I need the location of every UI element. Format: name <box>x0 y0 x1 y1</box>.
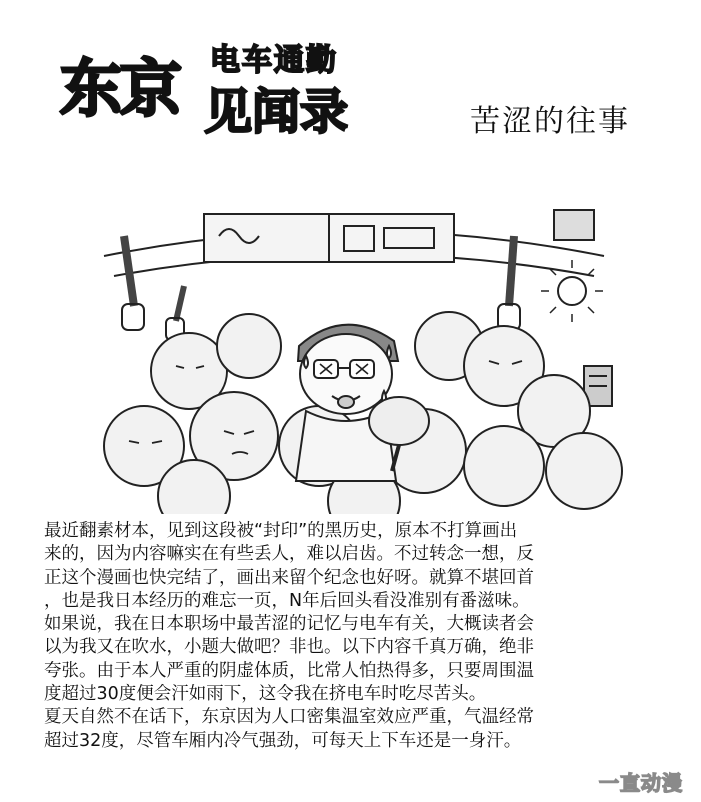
logo-commute-text: 电车通勤 <box>210 43 338 78</box>
story-line: 度超过30度便会汗如雨下，这令我在挤电车时吃尽苦头。 <box>44 684 487 705</box>
story-line: 超过32度，尽管车厢内冷气强劲，可每天上下车还是一身汗。 <box>44 730 522 751</box>
comic-logo <box>60 40 370 160</box>
story-line: 夏天自然不在话下，东京因为人口密集温室效应严重，气温经常 <box>44 707 534 728</box>
site-watermark: 一直动漫 <box>599 771 683 795</box>
logo-tokyo-text: 东京 <box>60 52 181 125</box>
story-text <box>44 520 684 753</box>
crowded-train-illustration <box>84 196 624 514</box>
story-line: 正这个漫画也快完结了，画出来留个纪念也好呀。就算不堪回首 <box>44 567 534 588</box>
story-line: 来的，因为内容嘛实在有些丢人，难以启齿。不过转念一想，反 <box>44 544 534 565</box>
story-line: 夸张。由于本人严重的阴虚体质，比常人怕热得多，只要周围温 <box>44 660 534 681</box>
story-line: 最近翻素材本，见到这段被“封印”的黑历史，原本不打算画出 <box>44 521 518 541</box>
logo-record-text: 见闻录 <box>204 84 349 140</box>
episode-title: 苦涩的往事 <box>470 104 630 139</box>
story-line: 以为我又在吹水，小题大做吧？非也。以下内容千真万确，绝非 <box>44 637 534 658</box>
story-line: 如果说，我在日本职场中最苦涩的记忆与电车有关，大概读者会 <box>44 614 534 635</box>
story-line: ，也是我日本经历的难忘一页，N年后回头看没准别有番滋味。 <box>44 590 530 611</box>
